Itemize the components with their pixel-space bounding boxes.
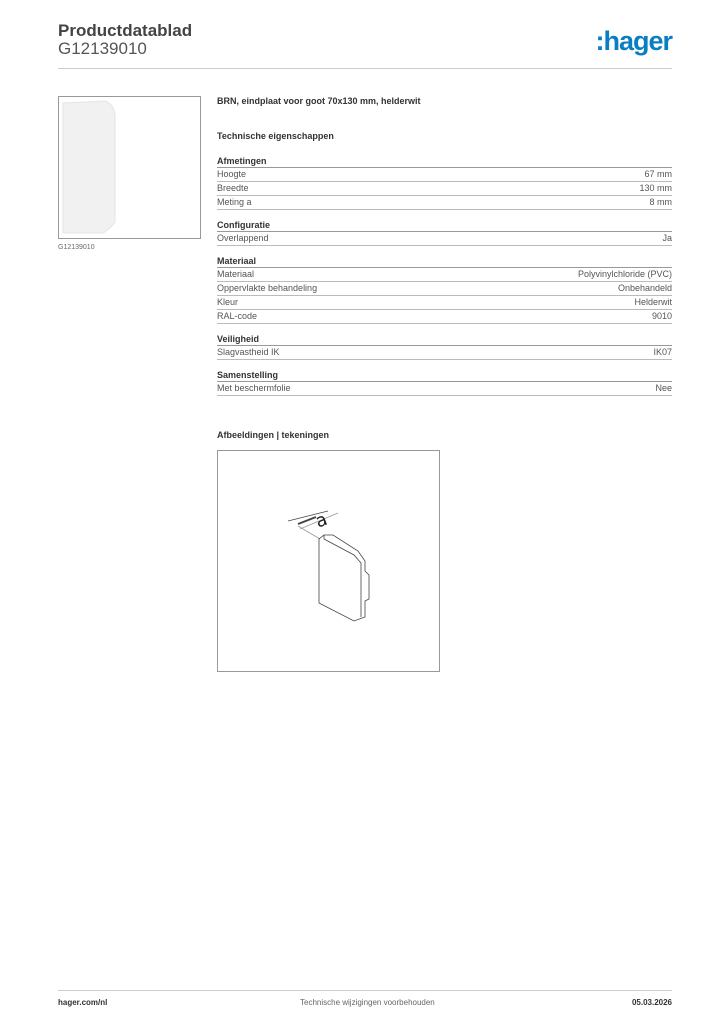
spec-value: Nee [655,383,672,393]
spec-value: 67 mm [644,169,672,179]
spec-label: Kleur [217,297,239,307]
spec-label: Breedte [217,183,249,193]
tech-heading: Technische eigenschappen [217,131,334,141]
section-title: Afmetingen [217,156,672,168]
end-plate-drawing-icon [218,451,439,671]
spec-row [217,196,672,210]
spec-value: 130 mm [639,183,672,193]
spec-label: RAL-code [217,311,258,321]
footer-note: Technische wijzigingen voorbehouden [300,998,435,1007]
spec-row [217,168,672,182]
spec-section [217,256,672,324]
spec-label: Slagvastheid IK [217,347,280,357]
spec-value: 8 mm [649,197,672,207]
spec-label: Overlappend [217,233,269,243]
spec-label: Meting a [217,197,252,207]
end-plate-photo-icon [59,97,200,238]
footer-website[interactable]: hager.com/nl [58,998,108,1007]
spec-value: Helderwit [634,297,672,307]
spec-row [217,268,672,282]
footer-divider [58,990,672,991]
header-divider [58,68,672,69]
product-code: G12139010 [58,39,147,58]
spec-section [217,220,672,246]
section-title: Veiligheid [217,334,672,346]
spec-row [217,310,672,324]
section-title: Configuratie [217,220,672,232]
spec-label: Met beschermfolie [217,383,291,393]
hager-logo: :hager [595,26,672,56]
spec-value: IK07 [653,347,672,357]
product-description: BRN, eindplaat voor goot 70x130 mm, helderwit [217,96,421,106]
spec-label: Oppervlakte behandeling [217,283,318,293]
spec-value: Polyvinylchloride (PVC) [577,269,672,279]
spec-row [217,296,672,310]
section-title: Samenstelling [217,370,672,382]
spec-label: Hoogte [217,169,247,179]
spec-row [217,282,672,296]
product-image [58,96,201,239]
spec-row [217,232,672,246]
spec-row [217,346,672,360]
image-caption: G12139010 [58,244,95,251]
spec-label: Materiaal [217,269,255,279]
section-title: Materiaal [217,256,672,268]
spec-section [217,334,672,360]
svg-text:a: a [312,508,331,533]
spec-value: Ja [662,233,672,243]
product-specs [217,96,672,406]
spec-value: Onbehandeld [617,283,672,293]
drawings-heading: Afbeeldingen | tekeningen [217,430,330,440]
spec-row [217,382,672,396]
spec-value: 9010 [651,311,672,321]
spec-section [217,156,672,210]
spec-row [217,182,672,196]
footer-date: 05.03.2026 [631,998,672,1007]
page-title: Productdatablad [58,21,193,40]
spec-section [217,370,672,396]
technical-drawing [217,450,440,672]
